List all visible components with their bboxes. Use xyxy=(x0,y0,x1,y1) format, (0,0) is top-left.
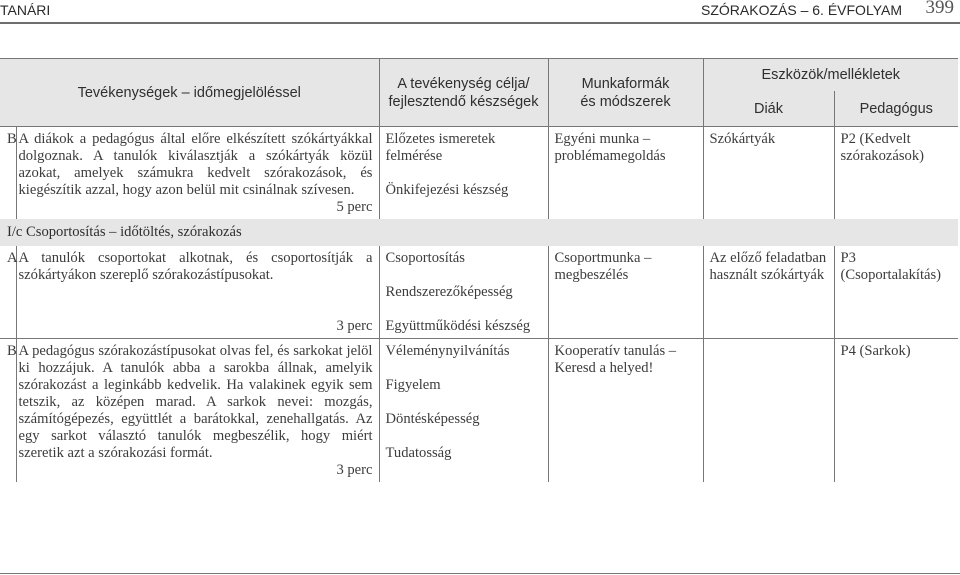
teacher-tools-cell: P2 (Kedvelt szórakozások) xyxy=(834,127,958,220)
goals-cell xyxy=(379,246,548,339)
goal-item: Tudatosság xyxy=(385,445,452,461)
table-row xyxy=(0,339,958,483)
goal-item: Figyelem xyxy=(385,377,441,393)
column-header-goals: A tevékenység célja/ fejlesztendő készségek xyxy=(379,59,548,127)
header-rule xyxy=(0,22,960,24)
activity-time: 3 perc xyxy=(336,318,373,334)
header-chapter-title: SZÓRAKOZÁS – 6. ÉVFOLYAM xyxy=(701,2,902,18)
activity-time: 3 perc xyxy=(336,462,373,478)
student-tools-cell: Szókártyák xyxy=(703,127,834,220)
methods-cell: Egyéni munka – problémamegoldás xyxy=(548,127,703,220)
column-header-student: Diák xyxy=(703,91,834,127)
goal-item: Rendszerezőképesség xyxy=(385,284,513,300)
student-tools-cell xyxy=(703,339,834,483)
teacher-tools-cell: P4 (Sarkok) xyxy=(834,339,958,483)
column-header-tools: Eszközök/mellékletek xyxy=(703,59,958,92)
student-tools-cell: Az előző feladatban használt szókártyák xyxy=(703,246,834,339)
activity-text: A tanulók csoportokat alkotnak, és csoportosítják a szókártyákon szereplő szórakozástípusokat. xyxy=(18,250,373,283)
row-letter: A xyxy=(0,246,16,339)
goal-item: Előzetes ismeretek felmérése xyxy=(385,131,496,164)
teacher-tools-cell: P3 (Csoportalakítás) xyxy=(834,246,958,339)
column-header-methods: Munkaformák és módszerek xyxy=(548,59,703,127)
page-header xyxy=(0,0,960,22)
goal-item: Önkifejezési készség xyxy=(385,182,509,198)
goal-item: Döntésképesség xyxy=(385,411,480,427)
table-row xyxy=(0,246,958,339)
activity-description xyxy=(16,339,379,483)
section-title: I/c Csoportosítás – időtöltés, szórakozás xyxy=(0,219,958,246)
activity-text: A diákok a pedagógus által előre elkészített szókártyákkal dolgoznak. A tanulók kiválasztják a szókártyák közül azokat, amelyek számukra kedvelt szórakozások, és kiegészítik azzal, hogy azon belül mit csinálnak szívesen. xyxy=(18,131,373,198)
section-row xyxy=(0,219,958,246)
goal-item: Csoportosítás xyxy=(385,250,465,266)
table-row xyxy=(0,127,958,220)
goals-cell xyxy=(379,127,548,220)
activity-description xyxy=(16,246,379,339)
column-header-teacher: Pedagógus xyxy=(834,91,958,127)
activity-description xyxy=(16,127,379,220)
activity-text: A pedagógus szórakozástípusokat olvas fel, és sarkokat jelöl ki hozzájuk. A tanulók abba a sarokba állnak, amelyik szórakozást a leginkább kedvelik. Ha valakinek egyik sem tetszik, az középen marad. A sarkok nevei: mozgás, számítógépezés, együttlét a barátokkal, zenehallgatás. Az egy sarkot választó tanulók megbeszélik, hogy miért szeretik azt a szórakozási formát. xyxy=(18,343,373,461)
header-section-label: TANÁRI xyxy=(0,2,51,18)
page-number: 399 xyxy=(925,0,954,18)
row-letter: B xyxy=(0,127,16,220)
methods-cell: Kooperatív tanulás – Keresd a helyed! xyxy=(548,339,703,483)
lesson-plan-table xyxy=(0,58,958,482)
goal-item: Együttműködési készség xyxy=(385,318,531,334)
table-bottom-rule xyxy=(0,573,960,574)
activity-time: 5 perc xyxy=(336,199,373,215)
methods-cell: Csoportmunka – megbeszélés xyxy=(548,246,703,339)
goals-cell xyxy=(379,339,548,483)
column-header-activities: Tevékenységek – időmegjelöléssel xyxy=(0,59,379,127)
goal-item: Véleménynyilvánítás xyxy=(385,343,510,359)
row-letter: B xyxy=(0,339,16,483)
